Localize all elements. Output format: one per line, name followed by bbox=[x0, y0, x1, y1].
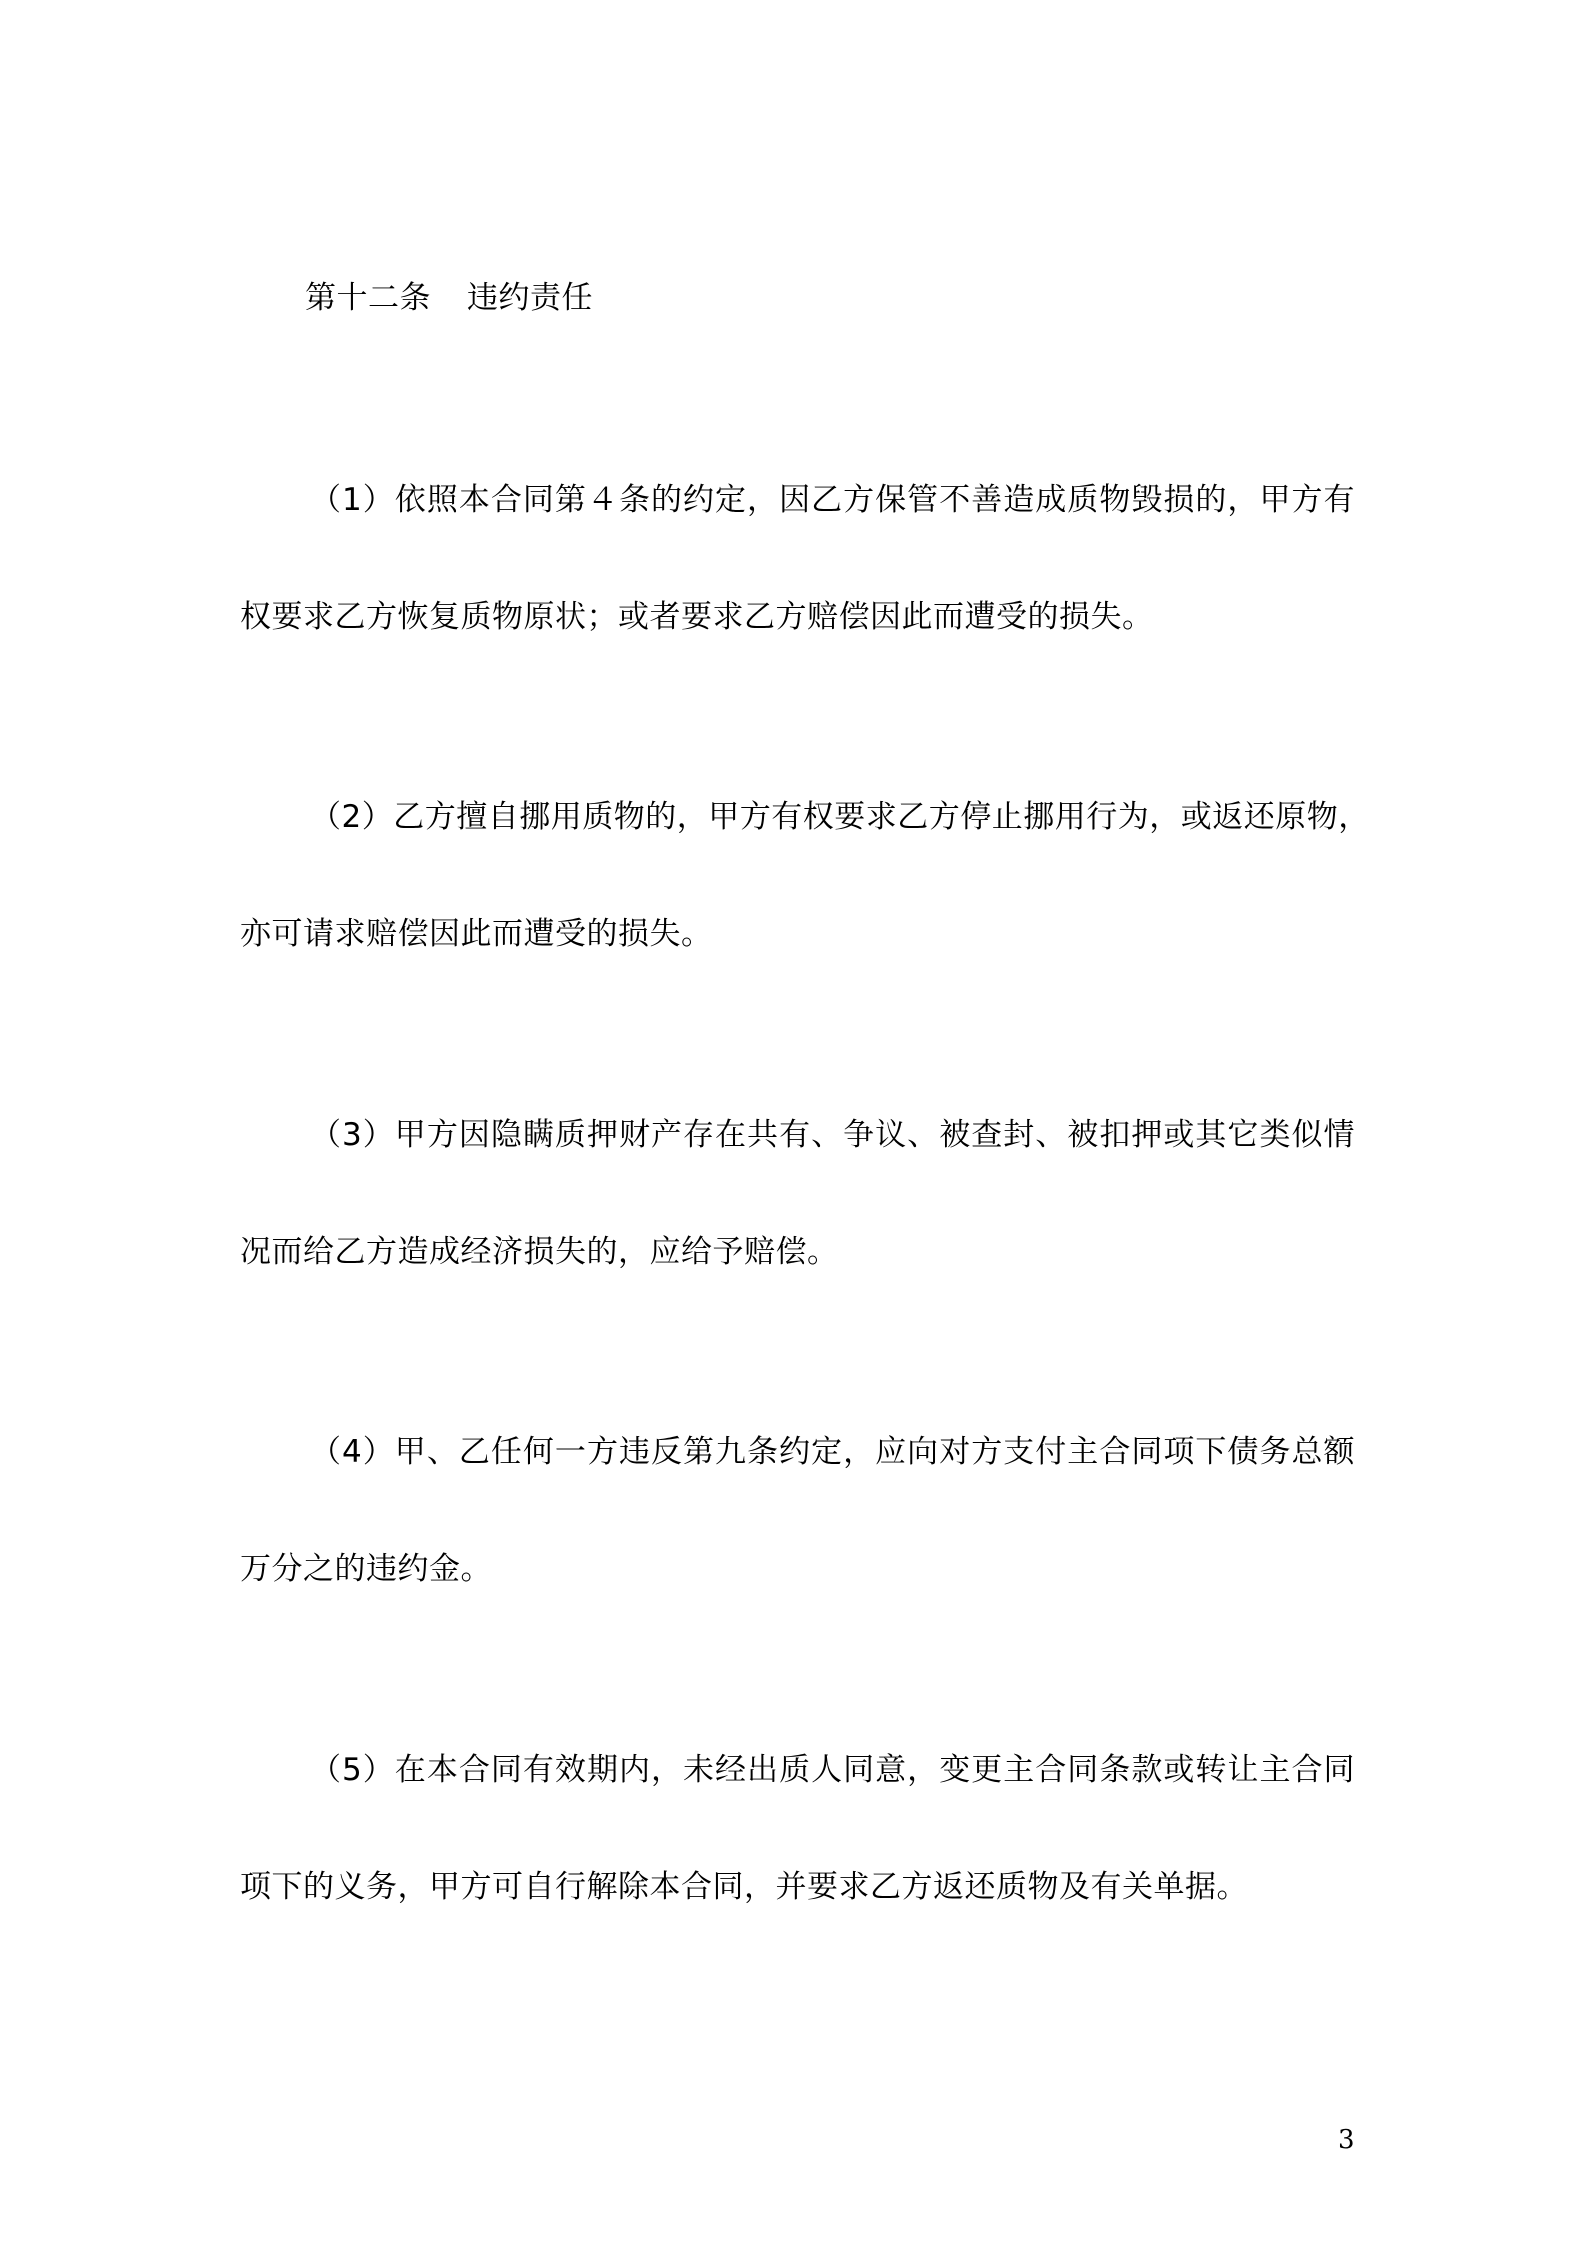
clause-4-line-2: 万分之的违约金。 bbox=[240, 1551, 492, 1587]
clause-5-line-1: （5）在本合同有效期内，未经出质人同意，变更主合同条款或转让主合同 bbox=[310, 1752, 1355, 1788]
article-number: 第十二条 bbox=[305, 280, 431, 316]
clause-2-line-1: （2）乙方擅自挪用质物的，甲方有权要求乙方停止挪用行为，或返还原物， bbox=[310, 799, 1370, 835]
clause-5-line-2: 项下的义务，甲方可自行解除本合同，并要求乙方返还质物及有关单据。 bbox=[240, 1869, 1248, 1905]
article-title: 违约责任 bbox=[467, 280, 593, 316]
clause-1-line-1: （1）依照本合同第４条的约定，因乙方保管不善造成质物毁损的，甲方有 bbox=[310, 482, 1355, 518]
clause-3-line-1: （3）甲方因隐瞒质押财产存在共有、争议、被查封、被扣押或其它类似情 bbox=[310, 1117, 1355, 1153]
clause-4-line-1: （4）甲、乙任何一方违反第九条约定，应向对方支付主合同项下债务总额 bbox=[310, 1434, 1355, 1470]
article-heading bbox=[305, 278, 593, 318]
clause-3-line-2: 况而给乙方造成经济损失的，应给予赔偿。 bbox=[240, 1234, 839, 1270]
page-number: 3 bbox=[1338, 2125, 1355, 2155]
clause-2-line-2: 亦可请求赔偿因此而遭受的损失。 bbox=[240, 916, 713, 952]
clause-1-line-2: 权要求乙方恢复质物原状；或者要求乙方赔偿因此而遭受的损失。 bbox=[240, 599, 1154, 635]
